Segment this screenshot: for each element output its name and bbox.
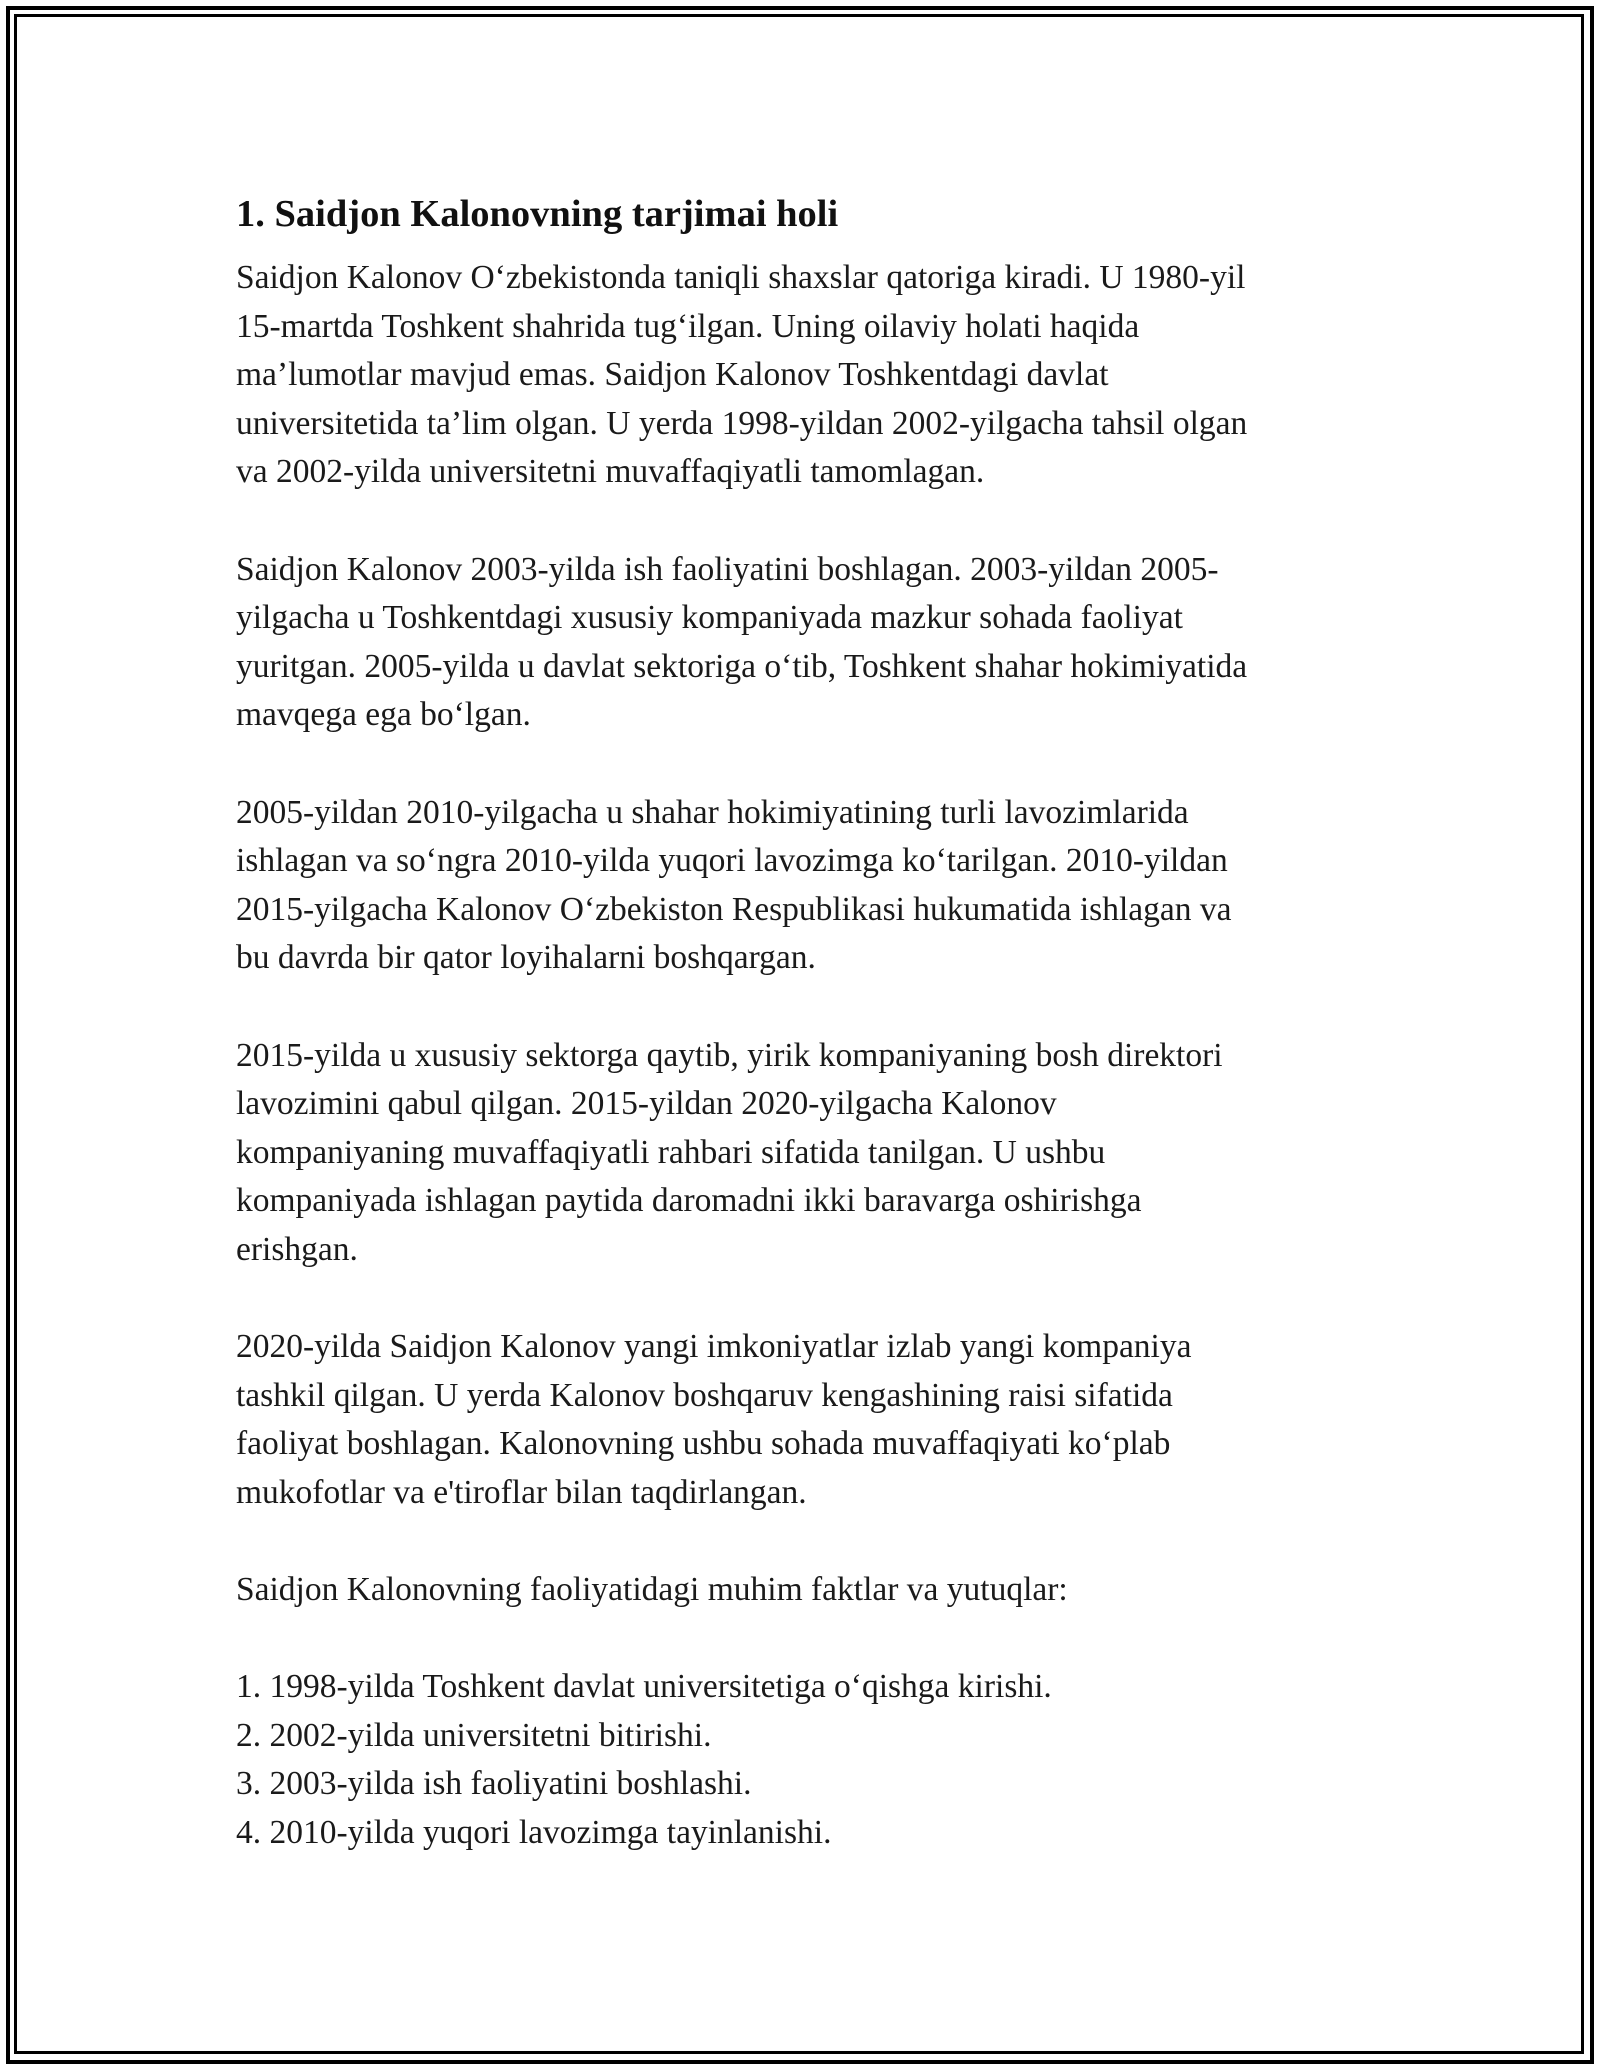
text-line: ishlagan va so‘ngra 2010-yilda yuqori lavozimga ko‘tarilgan. 2010-yildan xyxy=(236,842,1228,880)
list-item: 2. 2002-yilda universitetni bitirishi. xyxy=(236,1716,712,1754)
text-line: mukofotlar va e'tiroflar bilan taqdirlangan. xyxy=(236,1473,807,1511)
text-line: lavozimini qabul qilgan. 2015-yildan 2020-yilgacha Kalonov xyxy=(236,1085,1057,1123)
paragraph-education xyxy=(236,254,1366,497)
list-item: 3. 2003-yilda ish faoliyatini boshlashi. xyxy=(236,1765,752,1803)
text-line: kompaniyada ishlagan paytida daromadni ikki baravarga oshirishga xyxy=(236,1182,1142,1220)
text-line: ma’lumotlar mavjud emas. Saidjon Kalonov Toshkentdagi davlat xyxy=(236,356,1109,394)
text-line: 2015-yilda u xususiy sektorga qaytib, yirik kompaniyaning bosh direktori xyxy=(236,1036,1223,1074)
paragraph-private-sector xyxy=(236,1032,1366,1275)
list-item: 1. 1998-yilda Toshkent davlat universitetiga o‘qishga kirishi. xyxy=(236,1668,1052,1706)
text-line: Saidjon Kalonov O‘zbekistonda taniqli shaxslar qatoriga kiradi. U 1980-yil xyxy=(236,259,1246,296)
text-line: mavqega ega bo‘lgan. xyxy=(236,696,531,734)
text-line: 2005-yildan 2010-yilgacha u shahar hokimiyatining turli lavozimlarida xyxy=(236,793,1189,831)
achievements-list xyxy=(236,1663,1366,1857)
text-line: 15-martda Toshkent shahrida tug‘ilgan. Uning oilaviy holati haqida xyxy=(236,307,1140,345)
list-item: 4. 2010-yilda yuqori lavozimga tayinlanishi. xyxy=(236,1814,832,1851)
paragraph-early-career xyxy=(236,546,1366,740)
text-line: bu davrda bir qator loyihalarni boshqargan. xyxy=(236,939,816,977)
paragraph-new-company xyxy=(236,1323,1366,1517)
text-line: Saidjon Kalonovning faoliyatidagi muhim faktlar va yutuqlar: xyxy=(236,1571,1068,1609)
text-line: erishgan. xyxy=(236,1230,358,1268)
text-line: universitetida ta’lim olgan. U yerda 1998-yildan 2002-yilgacha tahsil olgan xyxy=(236,404,1248,442)
text-line: kompaniyaning muvaffaqiyatli rahbari sifatida tanilgan. U ushbu xyxy=(236,1133,1106,1171)
text-line: 2020-yilda Saidjon Kalonov yangi imkoniyatlar izlab yangi kompaniya xyxy=(236,1328,1192,1366)
text-line: tashkil qilgan. U yerda Kalonov boshqaruv kengashining raisi sifatida xyxy=(236,1376,1173,1414)
document-body xyxy=(236,186,1366,1858)
text-line: Saidjon Kalonov 2003-yilda ish faoliyatini boshlagan. 2003-yildan 2005- xyxy=(236,550,1219,588)
paragraph-government-career xyxy=(236,789,1366,983)
text-line: va 2002-yilda universitetni muvaffaqiyatli tamomlagan. xyxy=(236,453,985,491)
text-line: 2015-yilgacha Kalonov O‘zbekiston Respublikasi hukumatida ishlagan va xyxy=(236,890,1232,928)
text-line: faoliyat boshlagan. Kalonovning ushbu sohada muvaffaqiyati ko‘plab xyxy=(236,1425,1171,1463)
paragraph-facts-intro xyxy=(236,1566,1366,1615)
text-line: yuritgan. 2005-yilda u davlat sektoriga o‘tib, Toshkent shahar hokimiyatida xyxy=(236,647,1248,685)
text-line: yilgacha u Toshkentdagi xususiy kompaniyada mazkur sohada faoliyat xyxy=(236,599,1183,637)
document-title: 1. Saidjon Kalonovning tarjimai holi xyxy=(236,193,839,235)
